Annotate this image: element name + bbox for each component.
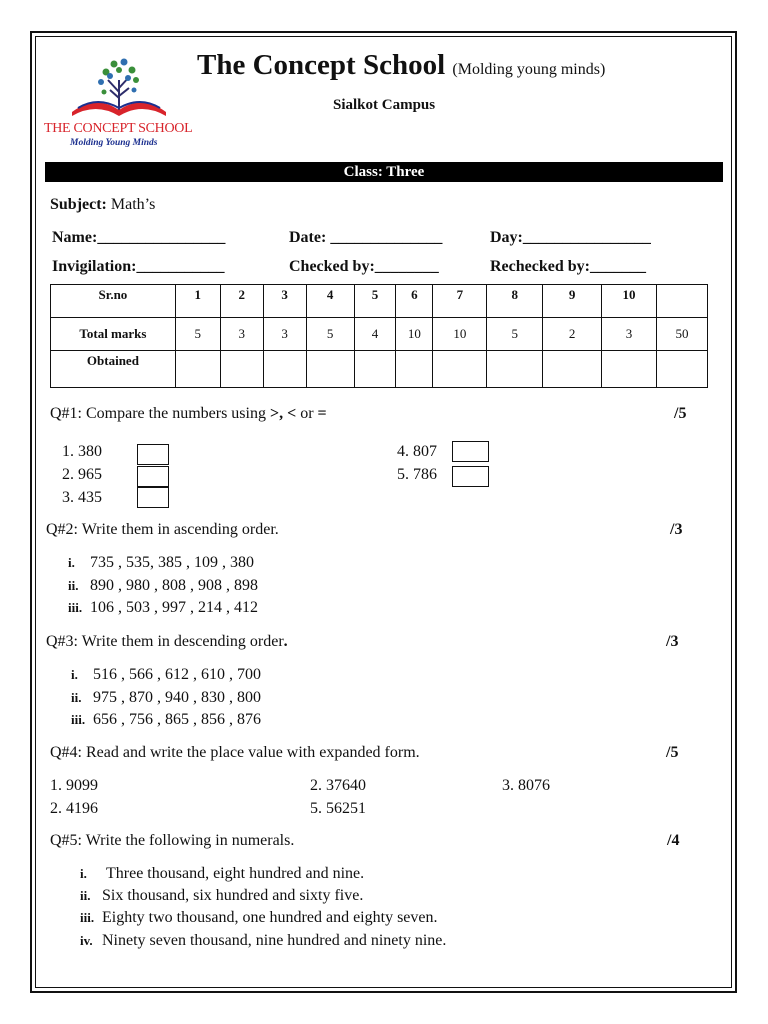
answer-box[interactable] xyxy=(137,444,169,465)
q1-item: 1. 380 xyxy=(62,443,102,460)
school-name: The Concept School xyxy=(197,49,446,81)
roman-label: ii. xyxy=(71,690,82,705)
tree-book-icon xyxy=(44,50,194,122)
obtained-cell[interactable] xyxy=(396,351,433,388)
serial-cell: 7 xyxy=(433,285,487,318)
school-logo xyxy=(44,50,194,155)
total-cell: 10 xyxy=(396,318,433,351)
date-field: Date: ______________ xyxy=(289,229,443,246)
q1-or: or xyxy=(296,405,318,422)
obtained-cell[interactable] xyxy=(354,351,396,388)
answer-box[interactable] xyxy=(137,466,169,487)
roman-label: iv. xyxy=(80,933,93,948)
q1-item: 4. 807 xyxy=(397,443,437,460)
q2-item xyxy=(68,554,254,572)
q2-item-text: 106 , 503 , 997 , 214 , 412 xyxy=(90,599,258,616)
class-bar: Class: Three xyxy=(45,162,723,182)
q1-item: 2. 965 xyxy=(62,466,102,483)
serial-cell: 3 xyxy=(263,285,306,318)
q5-heading: Q#5: Write the following in numerals. xyxy=(50,832,295,849)
q3-item xyxy=(71,689,261,707)
q4-item: 2. 37640 xyxy=(310,777,366,794)
q1-item: 5. 786 xyxy=(397,466,437,483)
table-row-total xyxy=(51,318,708,351)
roman-label: i. xyxy=(80,866,87,881)
total-cell: 5 xyxy=(487,318,543,351)
q3-item-text: 975 , 870 , 940 , 830 , 800 xyxy=(93,689,261,706)
q3-item-text: 656 , 756 , 865 , 856 , 876 xyxy=(93,711,261,728)
marks-table xyxy=(50,284,708,388)
total-cell: 10 xyxy=(433,318,487,351)
roman-label: i. xyxy=(71,667,78,682)
obtained-cell[interactable] xyxy=(433,351,487,388)
q4-heading: Q#4: Read and write the place value with expanded form. xyxy=(50,744,420,761)
q1-heading xyxy=(50,405,327,423)
q1-text: Q#1: Compare the numbers using xyxy=(50,405,270,422)
answer-box[interactable] xyxy=(137,487,169,508)
day-field: Day:________________ xyxy=(490,229,651,246)
school-motto: (Molding young minds) xyxy=(452,61,606,78)
serial-cell: 8 xyxy=(487,285,543,318)
q4-item: 5. 56251 xyxy=(310,800,366,817)
school-title xyxy=(197,49,605,82)
q2-heading: Q#2: Write them in ascending order. xyxy=(46,521,279,538)
total-cell: 3 xyxy=(602,318,657,351)
q4-marks: /5 xyxy=(666,744,679,761)
roman-label: iii. xyxy=(68,600,83,615)
q4-item: 2. 4196 xyxy=(50,800,98,817)
table-row-obtained xyxy=(51,351,708,388)
roman-label: i. xyxy=(68,555,75,570)
obtained-cell[interactable] xyxy=(306,351,354,388)
obtained-cell[interactable] xyxy=(175,351,220,388)
total-cell: 3 xyxy=(263,318,306,351)
q2-item xyxy=(68,599,258,617)
row-label: Sr.no xyxy=(51,285,176,318)
q1-marks: /5 xyxy=(674,405,687,422)
serial-cell xyxy=(656,285,707,318)
total-cell: 2 xyxy=(543,318,602,351)
serial-cell: 1 xyxy=(175,285,220,318)
serial-cell: 4 xyxy=(306,285,354,318)
serial-cell: 2 xyxy=(220,285,263,318)
roman-label: ii. xyxy=(80,888,91,903)
q3-text: Q#3: Write them in descending order xyxy=(46,633,284,650)
q5-item xyxy=(80,932,446,950)
subject-line xyxy=(50,196,155,214)
table-row-serial xyxy=(51,285,708,318)
q5-item-text: Six thousand, six hundred and sixty five. xyxy=(102,887,364,904)
obtained-cell[interactable] xyxy=(220,351,263,388)
logo-text: THE CONCEPT SCHOOL xyxy=(44,121,193,136)
q4-item: 3. 8076 xyxy=(502,777,550,794)
obtained-cell[interactable] xyxy=(263,351,306,388)
q2-item-text: 735 , 535, 385 , 109 , 380 xyxy=(90,554,254,571)
q3-item xyxy=(71,666,261,684)
invigilation-field: Invigilation:___________ xyxy=(52,258,225,275)
roman-label: iii. xyxy=(71,712,86,727)
q5-item xyxy=(80,865,364,883)
total-cell: 50 xyxy=(656,318,707,351)
serial-cell: 10 xyxy=(602,285,657,318)
roman-label: ii. xyxy=(68,578,79,593)
q2-marks: /3 xyxy=(670,521,683,538)
q2-item xyxy=(68,577,258,595)
q5-item xyxy=(80,909,438,927)
q5-item-text: Three thousand, eight hundred and nine. xyxy=(106,865,365,882)
subject-value: Math’s xyxy=(110,196,156,213)
answer-box[interactable] xyxy=(452,466,489,487)
q2-item-text: 890 , 980 , 808 , 908 , 898 xyxy=(90,577,258,594)
q1-item: 3. 435 xyxy=(62,489,102,506)
q3-item-text: 516 , 566 , 612 , 610 , 700 xyxy=(93,666,261,683)
rechecked-by-field: Rechecked by:_______ xyxy=(490,258,646,275)
total-cell: 4 xyxy=(354,318,396,351)
row-label: Obtained xyxy=(51,351,176,388)
total-cell: 5 xyxy=(175,318,220,351)
campus-name: Sialkot Campus xyxy=(333,97,436,113)
q5-marks: /4 xyxy=(667,832,680,849)
obtained-cell[interactable] xyxy=(487,351,543,388)
row-label: Total marks xyxy=(51,318,176,351)
q4-item: 1. 9099 xyxy=(50,777,98,794)
q1-eq: = xyxy=(317,405,327,422)
q5-item xyxy=(80,887,363,905)
checked-by-field: Checked by:________ xyxy=(289,258,439,275)
q3-marks: /3 xyxy=(666,633,679,650)
q5-item-text: Ninety seven thousand, nine hundred and ninety nine. xyxy=(102,932,447,949)
q1-symbols: >, < xyxy=(269,405,297,422)
subject-label: Subject: xyxy=(50,196,107,213)
q3-item xyxy=(71,711,261,729)
q5-item-text: Eighty two thousand, one hundred and eighty seven. xyxy=(102,909,438,926)
obtained-cell[interactable] xyxy=(543,351,602,388)
name-field: Name:________________ xyxy=(52,229,226,246)
total-cell: 3 xyxy=(220,318,263,351)
serial-cell: 5 xyxy=(354,285,396,318)
serial-cell: 6 xyxy=(396,285,433,318)
answer-box[interactable] xyxy=(452,441,489,462)
total-cell: 5 xyxy=(306,318,354,351)
obtained-cell[interactable] xyxy=(602,351,657,388)
serial-cell: 9 xyxy=(543,285,602,318)
roman-label: iii. xyxy=(80,910,95,925)
obtained-cell[interactable] xyxy=(656,351,707,388)
logo-tagline: Molding Young Minds xyxy=(70,138,158,148)
q3-heading: Q#3: Write them in descending order. xyxy=(46,633,288,650)
